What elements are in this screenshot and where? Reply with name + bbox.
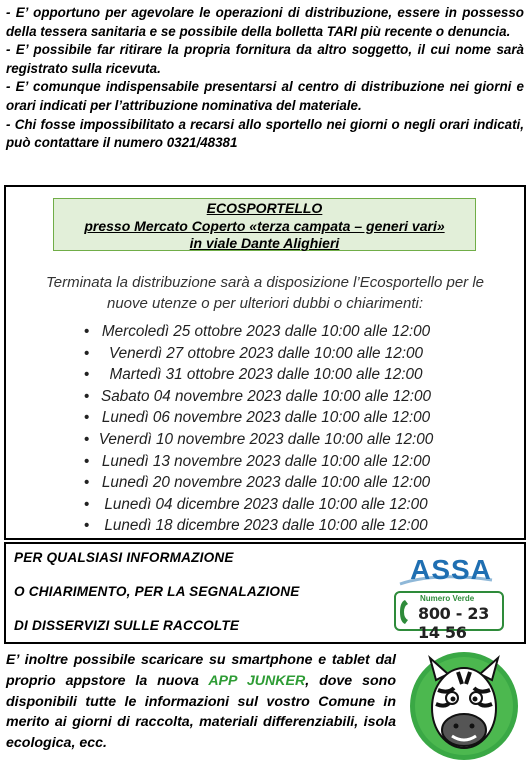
bullet-icon: • xyxy=(84,517,90,535)
list-item xyxy=(46,364,486,386)
app-text-before: E’ inoltre possibile scaricare su smartphone e tablet dal proprio appstore la nuova xyxy=(6,652,396,689)
toll-free-label: Numero Verde xyxy=(420,594,475,603)
ecosportello-intro-line: nuove utenze o per ulteriori dubbi o chiarimenti: xyxy=(106,295,424,312)
bullet-icon: • xyxy=(84,452,90,470)
bullet-icon: • xyxy=(84,344,90,362)
date-text: Lunedì 04 dicembre 2023 dalle 10:00 alle 12:00 xyxy=(104,495,428,513)
junker-zebra-logo xyxy=(408,650,520,762)
date-text: Lunedì 13 novembre 2023 dalle 10:00 alle 12:00 xyxy=(101,452,431,470)
date-text: Mercoledì 25 ottobre 2023 dalle 10:00 alle 12:00 xyxy=(101,323,431,340)
date-text: Lunedì 20 novembre 2023 dalle 10:00 alle 12:00 xyxy=(101,474,431,492)
ecosportello-intro xyxy=(16,272,514,314)
toll-free-badge xyxy=(394,591,504,642)
date-text: Venerdì 10 novembre 2023 dalle 10:00 alle 12:00 xyxy=(98,430,434,448)
list-item xyxy=(46,515,486,537)
date-text: Martedì 31 ottobre 2023 dalle 10:00 alle 12:00 xyxy=(109,366,423,384)
bullet-icon: • xyxy=(84,474,90,492)
dates-list xyxy=(46,321,486,537)
info-line: PER QUALSIASI INFORMAZIONE xyxy=(14,550,234,565)
intro-item: - E’ opportuno per agevolare le operazioni di distribuzione, essere in possesso della tessera sanitaria e se possibile della bolletta TARI più recente o denuncia. xyxy=(6,5,524,39)
list-item xyxy=(46,343,486,365)
date-text: Sabato 04 novembre 2023 dalle 10:00 alle 12:00 xyxy=(101,387,431,405)
list-item xyxy=(46,451,486,473)
info-line: O CHIARIMENTO, PER LA SEGNALAZIONE xyxy=(14,584,300,599)
bullet-icon: • xyxy=(84,387,90,405)
intro-item: - Chi fosse impossibilitato a recarsi allo sportello nei giorni o negli orari indicati, può contattare il numero 0321/48381 xyxy=(6,116,524,151)
assa-logo xyxy=(396,550,506,590)
app-text-after: , dove sono disponibili tutte le informazioni sul vostro Comune in merito ai giorni di raccolta, materiali differenziabili, isola ecologica, ecc. xyxy=(6,672,396,752)
assa-logo-text: ASSA xyxy=(410,554,492,585)
app-name: APP JUNKER xyxy=(208,672,306,689)
date-text: Venerdì 27 ottobre 2023 dalle 10:00 alle 12:00 xyxy=(108,344,424,362)
info-box xyxy=(4,542,526,644)
intro-item: - E’ comunque indispensabile presentarsi al centro di distribuzione nei giorni e orari indicati per l’attribuzione nominativa del materiale. xyxy=(6,79,524,113)
intro-instructions xyxy=(6,4,524,153)
toll-free-number[interactable]: 800 - 23 14 56 xyxy=(418,604,490,642)
date-text: Lunedì 18 dicembre 2023 dalle 10:00 alle 12:00 xyxy=(104,517,428,535)
ecosportello-location: presso Mercato Coperto «terza campata – generi vari» xyxy=(84,217,445,234)
bullet-icon: • xyxy=(84,430,90,448)
ecosportello-box xyxy=(4,185,526,540)
list-item xyxy=(46,407,486,429)
bullet-icon: • xyxy=(84,409,90,427)
list-item xyxy=(46,321,486,343)
ecosportello-header xyxy=(53,198,476,251)
app-paragraph xyxy=(6,650,396,754)
list-item xyxy=(46,429,486,451)
phone-icon xyxy=(399,598,417,626)
bullet-icon: • xyxy=(84,366,90,384)
bullet-icon: • xyxy=(84,323,90,340)
list-item xyxy=(46,494,486,516)
ecosportello-title: ECOSPORTELLO xyxy=(206,200,323,216)
info-line: DI DISSERVIZI SULLE RACCOLTE xyxy=(14,618,240,633)
list-item xyxy=(46,386,486,408)
list-item xyxy=(46,472,486,494)
ecosportello-intro-line: Terminata la distribuzione sarà a disposizione l’Ecosportello per le xyxy=(45,274,484,291)
intro-item: - E’ possibile far ritirare la propria fornitura da altro soggetto, il cui nome sarà registrato sulla ricevuta. xyxy=(6,42,524,76)
ecosportello-address: in viale Dante Alighieri xyxy=(189,235,340,251)
bullet-icon: • xyxy=(84,495,90,513)
date-text: Lunedì 06 novembre 2023 dalle 10:00 alle 12:00 xyxy=(101,409,431,427)
